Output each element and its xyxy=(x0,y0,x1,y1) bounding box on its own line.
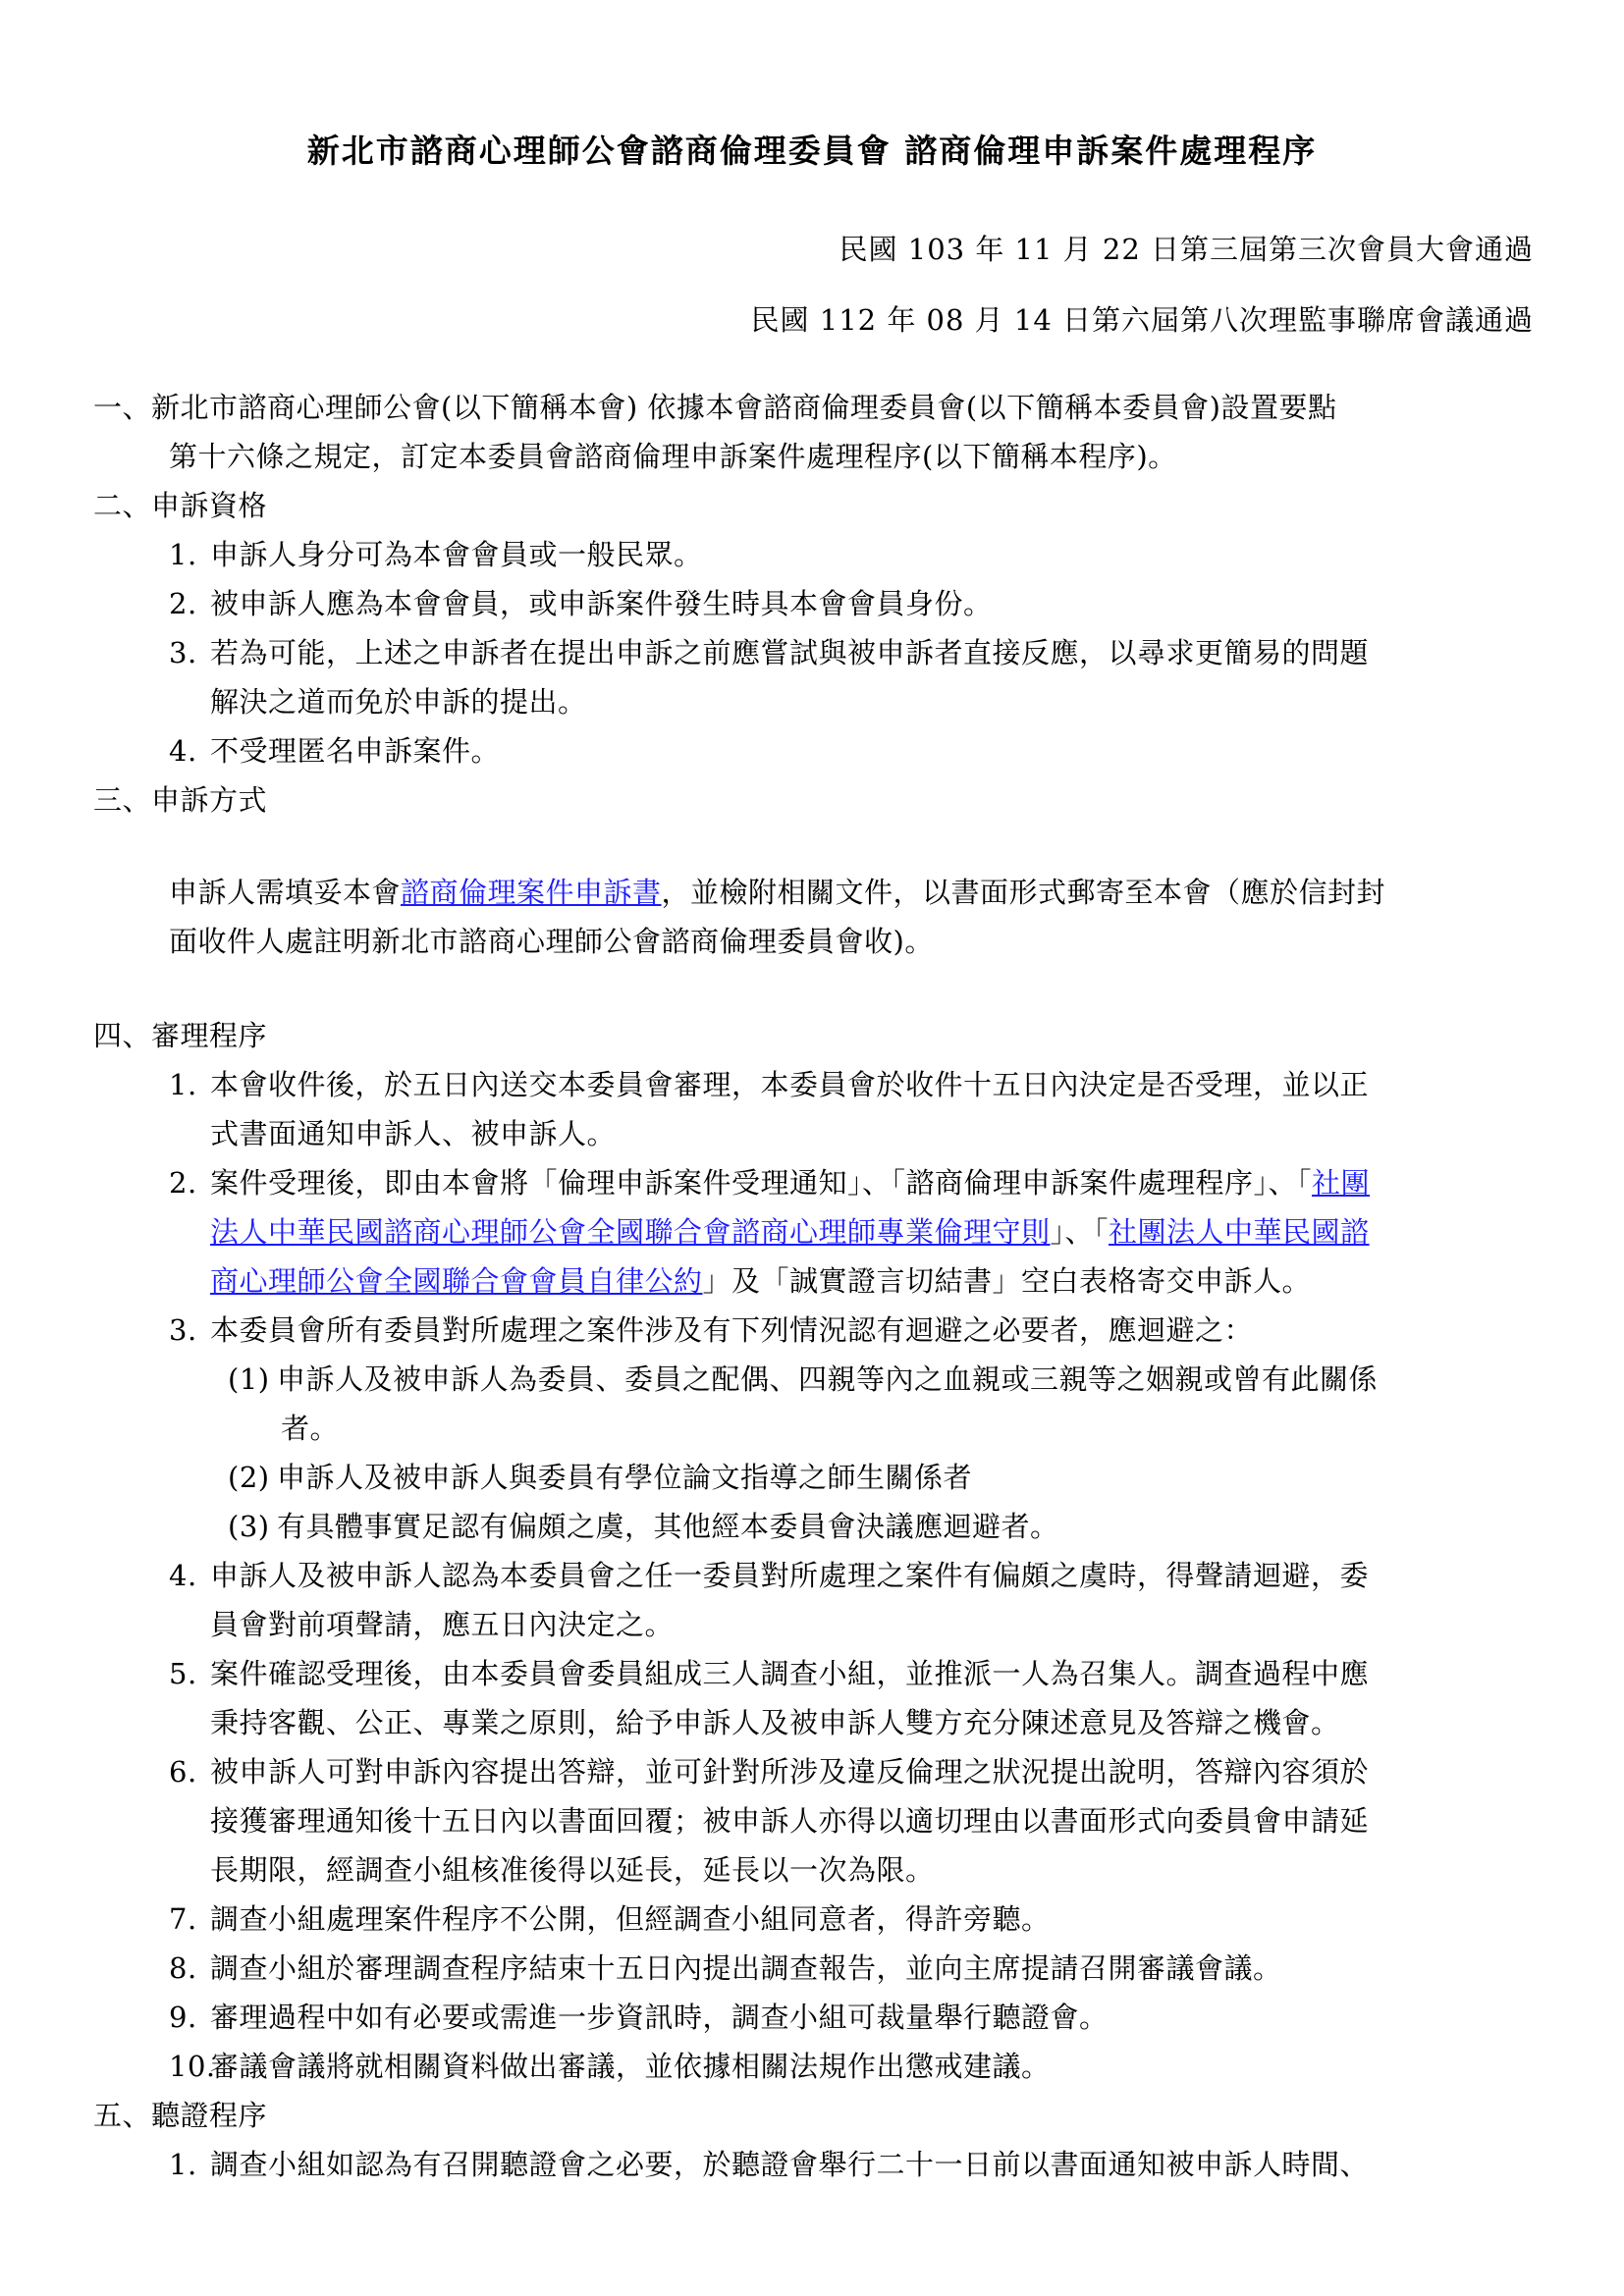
s5-item-1 xyxy=(169,2140,1369,2189)
item-number: 1. xyxy=(169,538,197,571)
s4-item-9 xyxy=(169,1993,1109,2042)
item-number: 9. xyxy=(169,2001,197,2034)
item-text: 若為可能，上述之申訴者在提出申訴之前應嘗試與被申訴者直接反應，以尋求更簡易的問題 xyxy=(210,636,1370,669)
s4-item-4 xyxy=(169,1551,1369,1600)
ethics-code-link-part-2[interactable]: 法人中華民國諮商心理師公會全國聯合會諮商心理師專業倫理守則 xyxy=(210,1215,1051,1249)
item-text: 」及「誠實證言切結書」空白表格寄交申訴人。 xyxy=(702,1264,1312,1298)
s4-item-2 xyxy=(169,1158,1370,1207)
approval-note-1: 民國 103 年 11 月 22 日第三屆第三次會員大會通過 xyxy=(839,233,1534,266)
item-text: 不受理匿名申訴案件。 xyxy=(210,734,501,768)
s4-item-2-line-3 xyxy=(210,1256,1311,1306)
item-number: 5. xyxy=(169,1657,197,1690)
sub-number: (1) xyxy=(228,1362,270,1396)
section-4-heading: 四、審理程序 xyxy=(93,1019,268,1052)
sub-text: 申訴人及被申訴人與委員有學位論文指導之師生關係者 xyxy=(277,1461,973,1494)
item-number: 1. xyxy=(169,1068,197,1101)
s3-paragraph-2: 面收件人處註明新北市諮商心理師公會諮商倫理委員會收)。 xyxy=(169,925,934,958)
s2-item-3 xyxy=(169,628,1369,677)
item-number: 4. xyxy=(169,1559,197,1592)
s4-item-3-sub-2 xyxy=(228,1453,972,1502)
item-text: 案件確認受理後，由本委員會委員組成三人調查小組，並推派一人為召集人。調查過程中應 xyxy=(210,1657,1370,1690)
item-text: 調查小組如認為有召開聽證會之必要，於聽證會舉行二十一日前以書面通知被申訴人時間、 xyxy=(210,2148,1370,2181)
s4-item-4-cont: 員會對前項聲請，應五日內決定之。 xyxy=(210,1608,675,1641)
s4-item-1 xyxy=(169,1060,1369,1109)
s2-item-3-cont: 解決之道而免於申訴的提出。 xyxy=(210,685,587,719)
sub-text: 申訴人及被申訴人為委員、委員之配偶、四親等內之血親或三親等之姻親或曾有此關係 xyxy=(277,1362,1379,1396)
s3-text-pre: 申訴人需填妥本會 xyxy=(169,876,402,909)
item-text: 本會收件後，於五日內送交本委員會審理，本委員會於收件十五日內決定是否受理，並以正 xyxy=(210,1068,1370,1101)
section-1-text-1: 新北市諮商心理師公會(以下簡稱本會) 依據本會諮商倫理委員會(以下簡稱本委員會)設置要點 xyxy=(151,391,1337,424)
item-text: 申訴人身分可為本會會員或一般民眾。 xyxy=(210,538,703,571)
ethics-code-link-part-1[interactable]: 社團 xyxy=(1312,1166,1371,1200)
s4-item-3-sub-1 xyxy=(228,1355,1378,1404)
s4-item-6-cont-2: 長期限，經調查小組核准後得以延長，延長以一次為限。 xyxy=(210,1853,935,1887)
approval-note-2: 民國 112 年 08 月 14 日第六屆第八次理監事聯席會議通過 xyxy=(750,303,1534,337)
item-text: 案件受理後，即由本會將「倫理申訴案件受理通知」、「諮商倫理申訴案件處理程序」、「 xyxy=(210,1166,1313,1200)
s4-item-1-cont: 式書面通知申訴人、被申訴人。 xyxy=(210,1117,617,1150)
item-number: 2. xyxy=(169,587,197,620)
item-text: 被申訴人可對申訴內容提出答辯，並可針對所涉及違反倫理之狀況提出說明，答辯內容須於 xyxy=(210,1755,1370,1789)
item-text: 申訴人及被申訴人認為本委員會之任一委員對所處理之案件有偏頗之虞時，得聲請迴避，委 xyxy=(210,1559,1370,1592)
s4-item-5 xyxy=(169,1649,1369,1698)
item-number: 8. xyxy=(169,1951,197,1985)
section-1-label: 一、 xyxy=(93,391,152,424)
item-text: 審議會議將就相關資料做出審議，並依據相關法規作出懲戒建議。 xyxy=(210,2050,1051,2083)
self-discipline-link-part-2[interactable]: 商心理師公會全國聯合會會員自律公約 xyxy=(210,1264,703,1298)
complaint-form-link[interactable]: 諮商倫理案件申訴書 xyxy=(401,876,662,909)
item-number: 4. xyxy=(169,734,197,768)
s4-item-7 xyxy=(169,1895,1051,1944)
s4-item-8 xyxy=(169,1944,1282,1993)
section-2-heading: 二、申訴資格 xyxy=(93,489,268,522)
s2-item-2 xyxy=(169,579,993,628)
section-3-heading: 三、申訴方式 xyxy=(93,783,268,817)
section-1-line-1 xyxy=(93,383,1337,432)
s4-item-10 xyxy=(169,2042,1051,2091)
s2-item-4 xyxy=(169,726,500,775)
s4-item-6 xyxy=(169,1747,1369,1796)
item-text: 」、「 xyxy=(1050,1215,1110,1249)
item-number: 7. xyxy=(169,1902,197,1936)
sub-number: (2) xyxy=(228,1461,270,1494)
s4-item-3 xyxy=(169,1306,1253,1355)
item-text: 審理過程中如有必要或需進一步資訊時，調查小組可裁量舉行聽證會。 xyxy=(210,2001,1109,2034)
item-number: 6. xyxy=(169,1755,197,1789)
s4-item-3-sub-3 xyxy=(228,1502,1059,1551)
item-text: 本委員會所有委員對所處理之案件涉及有下列情況認有迴避之必要者，應迴避之： xyxy=(210,1313,1254,1347)
sub-number: (3) xyxy=(228,1510,270,1543)
s4-item-6-cont-1: 接獲審理通知後十五日內以書面回覆；被申訴人亦得以適切理由以書面形式向委員會申請延 xyxy=(210,1804,1370,1838)
item-number: 1. xyxy=(169,2148,197,2181)
s4-item-2-line-2 xyxy=(210,1207,1370,1256)
item-number: 10. xyxy=(169,2050,216,2083)
item-number: 3. xyxy=(169,1313,197,1347)
item-number: 2. xyxy=(169,1166,197,1200)
self-discipline-link-part-1[interactable]: 社團法人中華民國諮 xyxy=(1109,1215,1370,1249)
item-text: 調查小組處理案件程序不公開，但經調查小組同意者，得許旁聽。 xyxy=(210,1902,1051,1936)
section-1-text-2: 第十六條之規定，訂定本委員會諮商倫理申訴案件處理程序(以下簡稱本程序)。 xyxy=(169,440,1177,473)
s2-item-1 xyxy=(169,530,703,579)
s4-item-5-cont: 秉持客觀、公正、專業之原則，給予申訴人及被申訴人雙方充分陳述意見及答辯之機會。 xyxy=(210,1706,1340,1739)
document-title: 新北市諮商心理師公會諮商倫理委員會 諮商倫理申訴案件處理程序 xyxy=(306,132,1318,170)
section-5-heading: 五、聽證程序 xyxy=(93,2099,268,2132)
item-text: 調查小組於審理調查程序結束十五日內提出調查報告，並向主席提請召開審議會議。 xyxy=(210,1951,1282,1985)
item-text: 被申訴人應為本會會員，或申訴案件發生時具本會會員身份。 xyxy=(210,587,993,620)
s4-item-3-sub-1-cont: 者。 xyxy=(281,1412,340,1445)
s3-paragraph-1 xyxy=(169,868,1385,917)
item-number: 3. xyxy=(169,636,197,669)
sub-text: 有具體事實足認有偏頗之虞，其他經本委員會決議應迴避者。 xyxy=(277,1510,1059,1543)
s3-text-post: ，並檢附相關文件，以書面形式郵寄至本會（應於信封封 xyxy=(661,876,1386,909)
